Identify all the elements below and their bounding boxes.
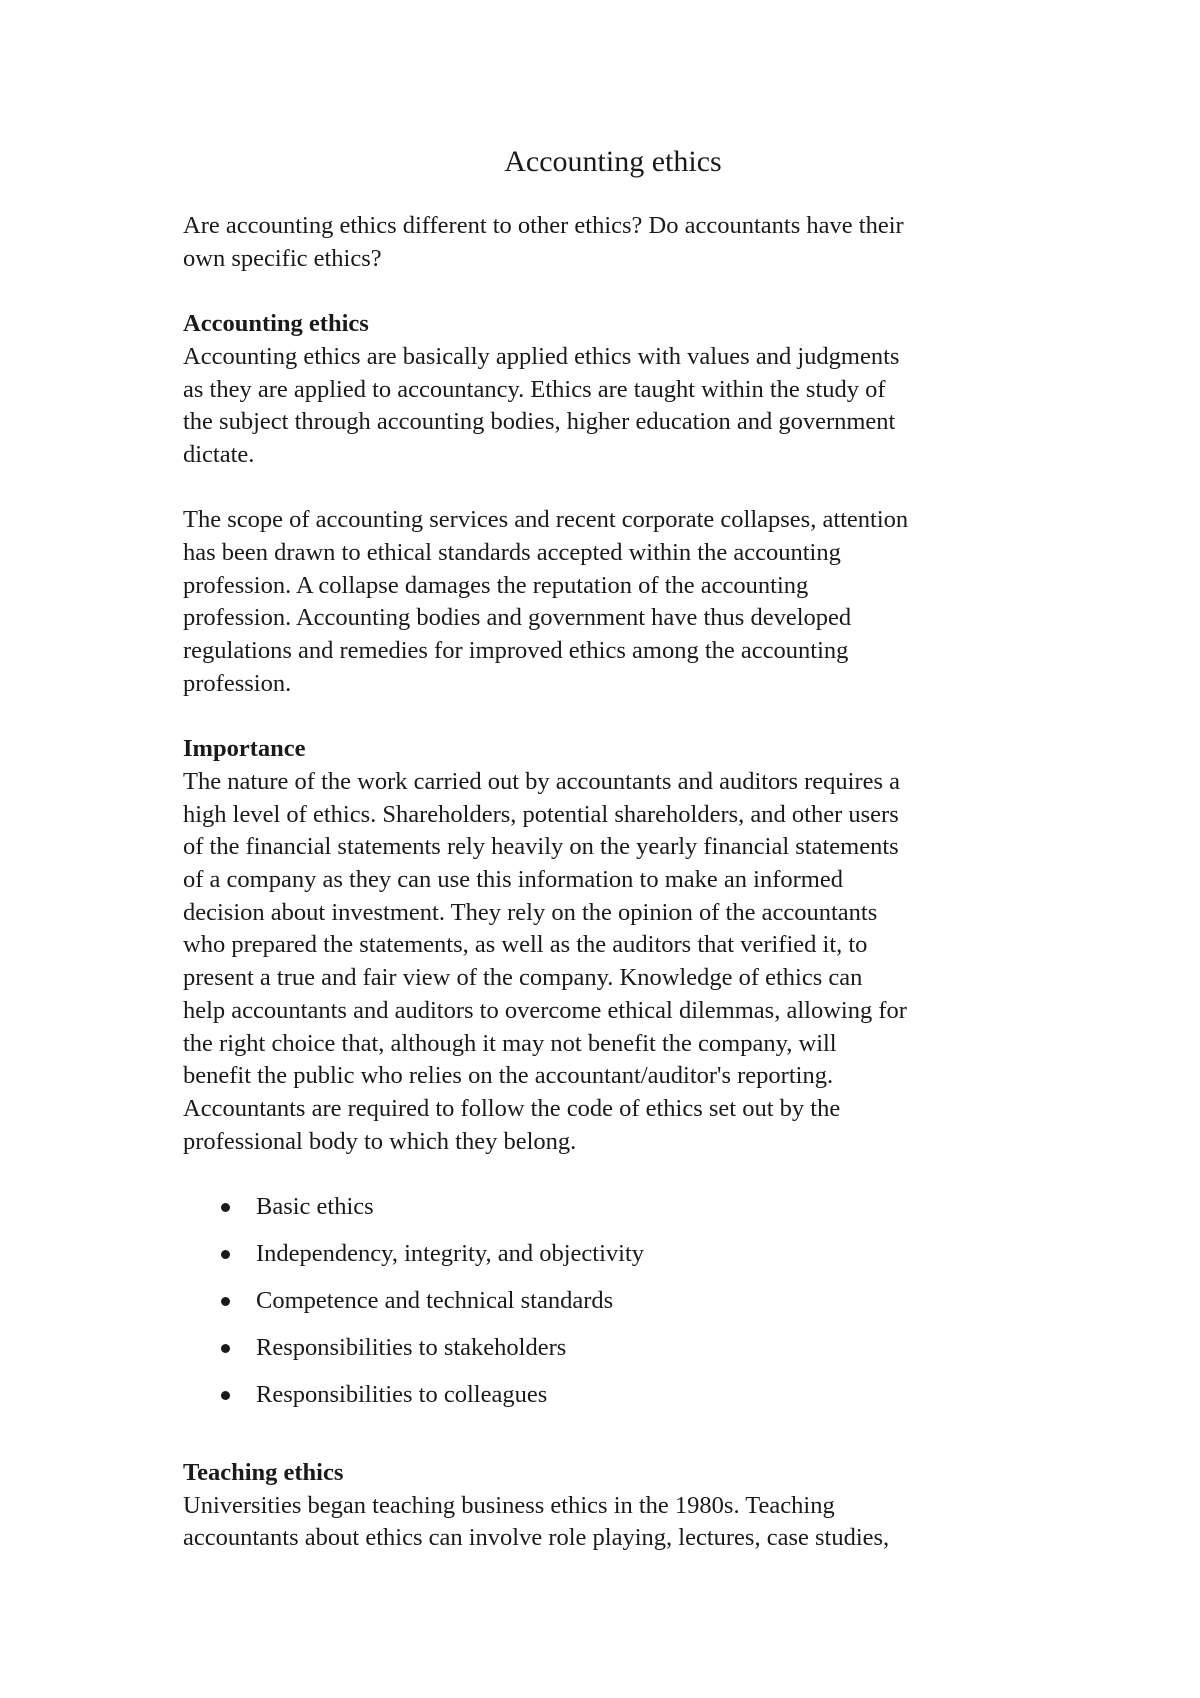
section-body-importance: The nature of the work carried out by accountants and auditors requires a high level of ethics. Shareholders, potential shareholders, and other users of the financial statements rely heavily on the yearly financial statements of a company as they can use this information to make an informed decision about investment. They rely on the opinion of the accountants who prepared the statements, as well as the auditors that verified it, to present a true and fair view of the company. Knowledge of ethics can help accountants and auditors to overcome ethical dilemmas, allowing for the right choice that, although it may not benefit the company, will benefit the public who relies on the accountant/auditor's reporting. Accountants are required to follow the code of ethics set out by the professional body to which they belong. <box>183 767 907 1155</box>
list-item <box>183 1332 1043 1379</box>
intro-paragraph: Are accounting ethics different to other ethics? Do accountants have their own specific ethics? <box>183 212 904 272</box>
bullet-icon <box>221 1344 230 1353</box>
bullet-icon <box>221 1297 230 1306</box>
list-item-label: Basic ethics <box>256 1193 374 1221</box>
section-heading-importance: Importance <box>183 735 306 763</box>
list-item-label: Competence and technical standards <box>256 1287 614 1315</box>
ethics-bullet-list <box>183 1191 1043 1426</box>
document-title: Accounting ethics <box>504 145 722 178</box>
section-heading-teaching-ethics: Teaching ethics <box>183 1459 344 1487</box>
list-item <box>183 1285 1043 1332</box>
list-item-label: Responsibilities to stakeholders <box>256 1334 567 1362</box>
bullet-icon <box>221 1250 230 1259</box>
list-item-label: Independency, integrity, and objectivity <box>256 1240 645 1268</box>
bullet-icon <box>221 1203 230 1212</box>
list-item-label: Responsibilities to colleagues <box>256 1381 548 1409</box>
section-body-accounting-ethics: Accounting ethics are basically applied ethics with values and judgments as they are applied to accountancy. Ethics are taught within the study of the subject through accounting bodies, higher education and government dictate. <box>183 342 900 468</box>
list-item <box>183 1191 1043 1238</box>
document-content <box>183 143 1043 1588</box>
section-heading-accounting-ethics: Accounting ethics <box>183 310 369 338</box>
bullet-icon <box>221 1391 230 1400</box>
list-item <box>183 1238 1043 1285</box>
section-body-teaching-ethics: Universities began teaching business ethics in the 1980s. Teaching accountants about ethics can involve role playing, lectures, case studies, <box>183 1491 890 1552</box>
list-item <box>183 1379 1043 1426</box>
scope-paragraph: The scope of accounting services and recent corporate collapses, attention has been drawn to ethical standards accepted within the accounting profession. A collapse damages the reputation of the accounting profession. Accounting bodies and government have thus developed regulations and remedies for improved ethics among the accounting profession. <box>183 506 909 697</box>
